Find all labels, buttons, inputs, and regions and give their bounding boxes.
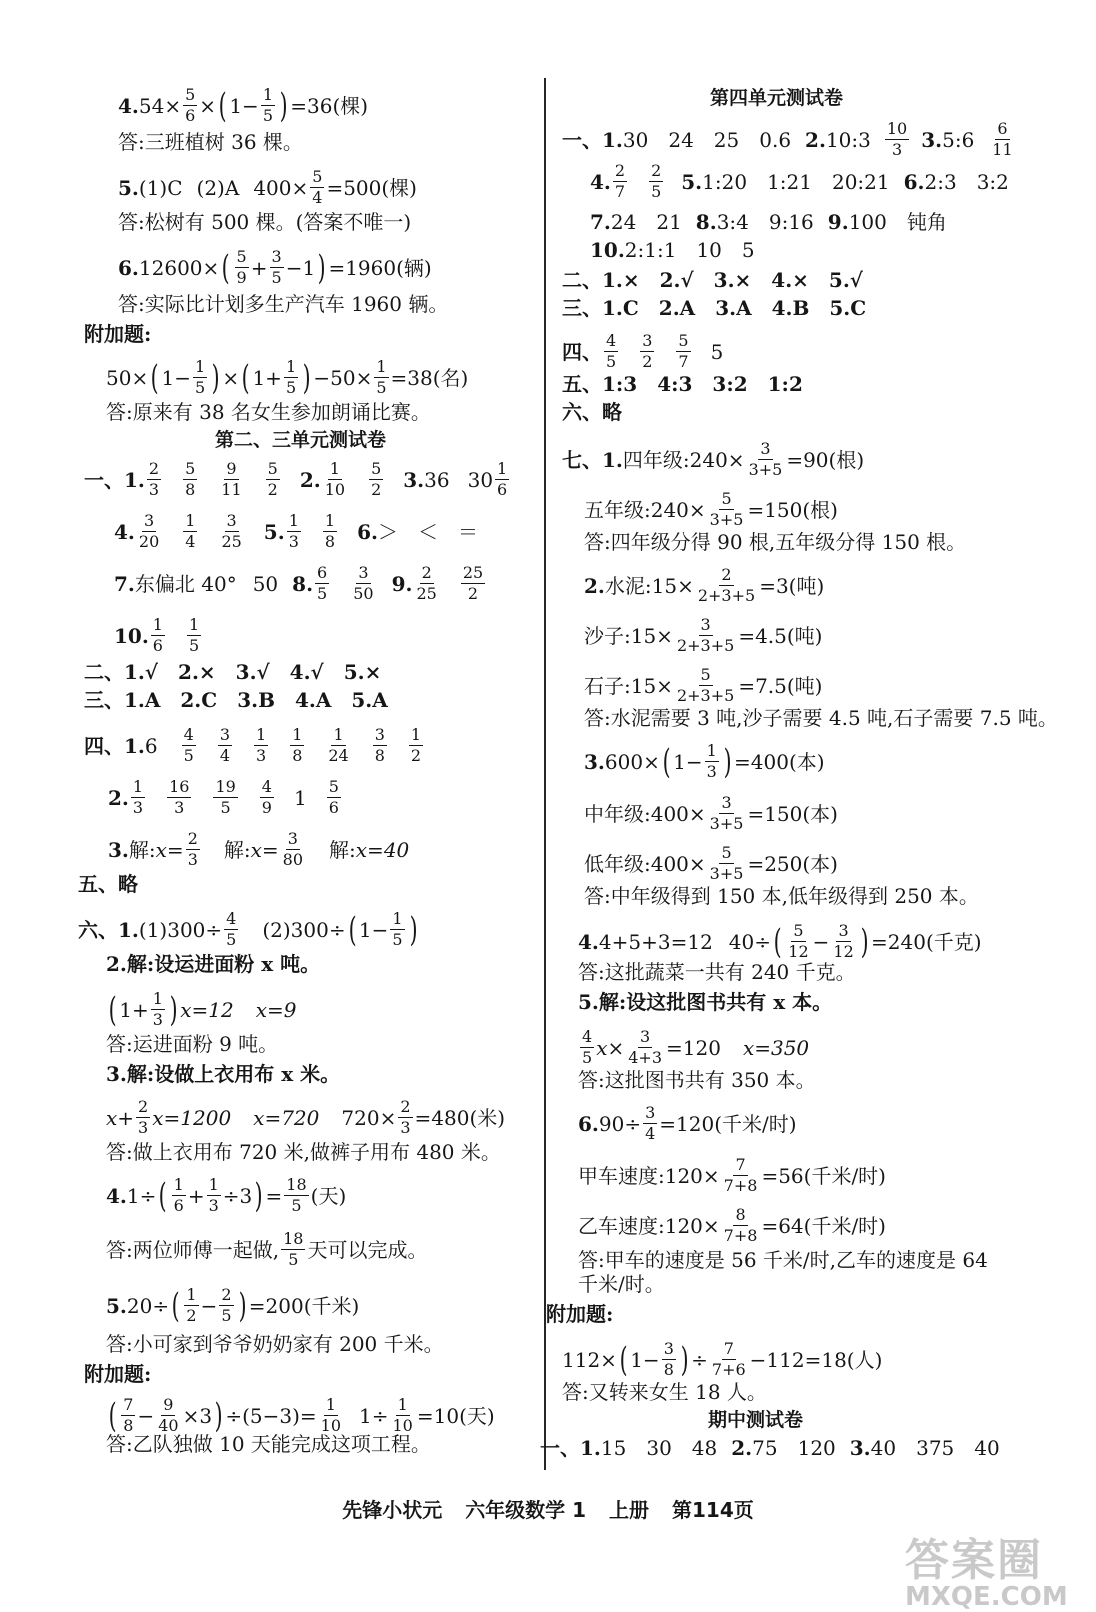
fraction: $\frac{8}{7+8}$ [723,1205,758,1245]
part-6-row: 六、略 [562,400,622,424]
fraction: $\frac{3}{8}$ [663,1339,674,1379]
fraction: $\frac{2}{3}$ [138,1097,149,1137]
fraction: $\frac{2}{3}$ [400,1097,411,1137]
fraction: $\frac{7}{7+8}$ [723,1155,758,1195]
equation: 5. 20÷ ( 1 2 − $\frac{2}{5}$ ) =200(千米) [106,1285,360,1326]
equation: 4 5 x× $\frac{3}{4+3}$ =120 x=350 [582,1027,810,1067]
fraction: 2 25 [416,563,437,603]
part-3-row: 三、1.A 2.C 3.B 4.A 5.A [84,688,388,712]
answer-text: 答:这批图书共有 350 本。 [578,1068,816,1092]
section-heading: 第四单元测试卷 [710,87,844,109]
part-1-row: 一、1. 15 30 48 2. 75 120 3. 40 375 40 [540,1436,1000,1460]
part-4-row: 2. 1 3 16 3 19 5 4 9 1 5 6 [108,777,339,817]
fraction: 4 5 [606,331,617,371]
fraction: 1 4 [185,511,196,551]
equation: 五年级:240× $\frac{5}{3+5}$ =150(根) [584,489,838,529]
fraction: $\frac{3}{12}$ [833,921,854,961]
fraction: $\frac{3}{80}$ [282,829,304,869]
book-brand: 先锋小状元 [342,1498,443,1522]
fraction: 6 11 [992,119,1013,159]
fraction: 3 4 [219,725,230,765]
fraction: 4 5 [183,725,194,765]
equation: 3. 600× ( 1− $\frac{1}{3}$ ) =400(本) [584,741,825,782]
answer-text: 答:这批蔬菜一共有 240 千克。 [578,960,856,984]
fraction: 4 9 [261,777,272,817]
equation: 乙车速度:120× $\frac{8}{7+8}$ =64(千米/时) [578,1205,886,1245]
fraction: 5 8 [185,459,196,499]
fraction: 6 5 [317,563,328,603]
part-1-row: 10. 1 6 1 5 [114,615,200,655]
equation: 沙子:15× $\frac{3}{2+3+5}$ =4.5(吨) [584,615,823,655]
bonus-label: 附加题: [546,1302,614,1326]
part-1-row: 4. 3 20 1 4 3 25 5. 1 3 1 8 6. ＞ ＜ ＝ [114,511,478,551]
fraction: 1 2 [186,1285,197,1325]
fraction: 19 5 [215,777,236,817]
answer-6: 6. 12600× ( 5 9 + $\frac{3}{5}$ −1 ) =1960(辆) [118,247,432,288]
fraction: 1 8 [292,725,303,765]
equation: 6. 90÷ $\frac{3}{4}$ =120(千米/时) [578,1103,797,1143]
part-2-row: 二、1.× 2.√ 3.× 4.× 5.√ [562,268,863,292]
fraction: 1 6 [497,459,508,499]
fraction: $\frac{1}{10}$ [392,1395,413,1435]
part-1-row: 一、1. 2 3 5 8 9 11 5 2 2. 1 10 5 2 3. 36 30 1 6 [84,459,508,499]
fraction: $\frac{1}{10}$ [320,1395,342,1435]
fraction: $\frac{18}{5}$ [286,1175,307,1215]
fraction: 1 24 [328,725,349,765]
fraction: 3 20 [138,511,160,551]
equation: 4. 4+5+3=12 40÷ ( 5 12 − $\frac{3}{12}$ ) =240(千克) [578,921,982,962]
watermark-logo: 答案圈 MXQE.COM [905,1535,1068,1612]
answer-text: 答:水泥需要 3 吨,沙子需要 4.5 吨,石子需要 7.5 吨。 [584,706,1058,730]
fraction: $\frac{1}{3}$ [208,1175,219,1215]
part-1-row: 7. 东偏北 40° 50 8. 6 5 3 50 9. 2 25 25 2 [114,563,484,603]
fraction: 1 3 [256,725,267,765]
fraction: 1 6 [152,615,163,655]
part-4-row: 3. 解: x= $\frac{2}{3}$ 解: x= $\frac{3}{80}$ 解: x=40 [108,829,410,869]
section-heading: 期中测试卷 [708,1409,804,1431]
equation: 低年级:400× $\frac{5}{3+5}$ =250(本) [584,843,838,883]
fraction: 3 50 [353,563,374,603]
answer-text: 答:四年级分得 90 根,五年级分得 150 根。 [584,530,967,554]
fraction: 2 7 [614,161,626,201]
equation: 4. 1÷ ( 1 6 + $\frac{1}{3}$ ÷3 ) = $\frac{18}{5}$ (天) [106,1175,347,1216]
fraction: $\frac{3}{4+3}$ [628,1027,662,1067]
part-4-row: 四、1. 6 4 5 3 4 1 3 1 8 1 24 3 8 1 2 [84,725,422,765]
part-4-row: 四、 4 5 3 2 5 7 5 [562,331,724,371]
answer-text: 答:甲车的速度是 56 千米/时,乙车的速度是 64 [578,1248,988,1272]
page-number: 第114页 [672,1498,754,1522]
equation: 石子:15× $\frac{5}{2+3+5}$ =7.5(吨) [584,665,823,705]
fraction: 1 2 [410,725,422,765]
fraction: $\frac{2}{5}$ [221,1285,232,1325]
fraction: $\frac{5}{3+5}$ [709,843,744,883]
book-volume: 上册 [609,1498,650,1522]
answer-text: 5.解:设这批图书共有 x 本。 [578,990,833,1014]
answer-text: 答:小可家到爷爷奶奶家有 200 千米。 [106,1332,444,1356]
fraction: 3 2 [642,331,653,371]
equation: 中年级:400× $\frac{3}{3+5}$ =150(本) [584,793,838,833]
fraction: 4 5 [582,1027,593,1067]
fraction: $\frac{1}{5}$ [392,909,403,949]
part-1-row: 4. 2 7 2 5 5. 1:20 1:21 20:21 6. 2:3 3:2 [590,161,1009,201]
fraction: $\frac{3}{3+5}$ [748,439,783,479]
fraction: 2 5 [651,161,662,201]
fraction: $\frac{1}{5}$ [376,357,387,397]
fraction: $\frac{5}{2+3+5}$ [676,665,735,705]
fraction: $\frac{3}{3+5}$ [709,793,744,833]
answer-text: 2.解:设运进面粉 x 吨。 [106,952,321,976]
fraction: $\frac{1}{5}$ [194,357,206,397]
fraction: $\frac{4}{5}$ [226,909,237,949]
answer-text: 答:两位师傅一起做, 18 5 天可以完成。 [106,1229,428,1269]
answer-4: 4. 54× $\frac{5}{6}$ × ( 1− $\frac{1}{5}$ ) =36(棵) [118,85,369,126]
fraction: 2 3 [148,459,160,499]
fraction: 9 11 [221,459,242,499]
fraction: 7 8 [123,1395,134,1435]
fraction: 5 2 [267,459,278,499]
part-5-row: 五、1:3 4:3 3:2 1:2 [562,372,803,396]
fraction: $\frac{3}{4}$ [645,1103,656,1143]
answer-text: 答:原来有 38 名女生参加朗诵比赛。 [106,400,431,424]
fraction: 3 25 [221,511,242,551]
equation: 2. 水泥:15× $\frac{2}{2+3+5}$ =3(吨) [584,565,825,605]
fraction: 5 6 [328,777,339,817]
fraction: 18 5 [283,1229,304,1269]
fraction: 10 3 [886,119,908,159]
part-3-row: 三、1.C 2.A 3.A 4.B 5.C [562,296,867,320]
part-1-row: 7. 24 21 8. 3:4 9:16 9. 100 钝角 [590,210,947,234]
fraction: 5 7 [678,331,689,371]
equation: 甲车速度:120× $\frac{7}{7+8}$ =56(千米/时) [578,1155,886,1195]
fraction: $\frac{1}{3}$ [706,741,717,781]
fraction: 3 8 [374,725,385,765]
answer-text: 答:做上衣用布 720 米,做裤子用布 480 米。 [106,1140,501,1164]
bonus-label: 附加题: [84,1362,152,1386]
equation: x+ $\frac{2}{3}$ x=1200 x=720 720× $\frac{2}{3}$ =480(米) [106,1097,506,1137]
fraction: $\frac{3}{5}$ [271,247,282,287]
fraction: $\frac{2}{2+3+5}$ [697,565,756,605]
fraction: $\frac{1}{3}$ [152,989,163,1029]
fraction: 5 9 [236,247,247,287]
answer-5: 5. (1)C (2)A 400× $\frac{5}{4}$ =500(棵) [118,167,417,207]
fraction: 5 12 [788,921,809,961]
equation: 七、1. 四年级:240× $\frac{3}{3+5}$ =90(根) [562,439,865,479]
answer-text: 答:三班植树 36 棵。 [118,130,303,154]
fraction: $\frac{3}{2+3+5}$ [676,615,735,655]
part-1-row: 10. 2:1:1 10 5 [590,238,755,262]
fraction: 1 10 [324,459,346,499]
fraction: 1 3 [288,511,299,551]
answer-text: 答:乙队独做 10 天能完成这项工程。 [106,1432,431,1456]
answer-text: 3.解:设做上衣用布 x 米。 [106,1062,341,1086]
fraction: $\frac{2}{3}$ [187,829,198,869]
answer-text: 答:中年级得到 150 本,低年级得到 250 本。 [584,884,979,908]
part-1-row: 一、1. 30 24 25 0.6 2. 10:3 10 3 3. 5:6 6 11 [562,119,1013,159]
fraction: 5 2 [371,459,382,499]
section-heading: 第二、三单元测试卷 [215,429,387,451]
answer-text: 千米/时。 [578,1272,665,1296]
fraction: $\frac{5}{3+5}$ [709,489,744,529]
fraction: 16 3 [169,777,190,817]
answer-text: 答:松树有 500 棵。(答案不唯一) [118,210,412,234]
equation: ( 1+ $\frac{1}{3}$ ) x=12 x=9 [108,989,297,1030]
fraction: 1 3 [132,777,144,817]
column-divider [544,78,546,1470]
answer-text: 答:又转来女生 18 人。 [562,1380,767,1404]
bonus-label: 附加题: [84,322,152,346]
fraction: 1 8 [324,511,336,551]
fraction: 1 6 [173,1175,184,1215]
fraction: $\frac{5}{4}$ [312,167,323,207]
fraction: 1 5 [188,615,200,655]
answer-text: 答:运进面粉 9 吨。 [106,1032,279,1056]
page-footer [0,1494,1096,1523]
answer-text: 答:实际比计划多生产汽车 1960 辆。 [118,292,449,316]
fraction: $\frac{9}{40}$ [158,1395,179,1435]
part-2-row: 二、1.√ 2.× 3.√ 4.√ 5.× [84,660,382,684]
bonus-equation: 112× ( 1− $\frac{3}{8}$ ) ÷ $\frac{7}{7+6}$ −112=18(人) [562,1339,883,1380]
book-grade: 六年级数学 1 [465,1498,587,1522]
part-5-row: 五、略 [78,872,138,896]
fraction: 25 2 [462,563,484,603]
fraction: $\frac{7}{7+6}$ [711,1339,746,1379]
fraction: $\frac{1}{5}$ [285,357,297,397]
part-6-row: 六、1. (1)300÷ $\frac{4}{5}$ (2)300÷ ( 1− $\frac{1}{5}$ ) [78,909,418,950]
bonus-equation: ( 7 8 − $\frac{9}{40}$ ×3 ) ÷(5−3)= $\frac{1}{10}$ 1÷ $\frac{1}{10}$ =10(天) [108,1395,495,1436]
bonus-equation: 50× ( 1− $\frac{1}{5}$ ) × ( 1+ $\frac{1}{5}$ ) −50× $\frac{1}{5}$ =38(名) [106,357,469,398]
fraction: $\frac{1}{5}$ [262,85,273,125]
fraction: $\frac{5}{6}$ [185,85,196,125]
